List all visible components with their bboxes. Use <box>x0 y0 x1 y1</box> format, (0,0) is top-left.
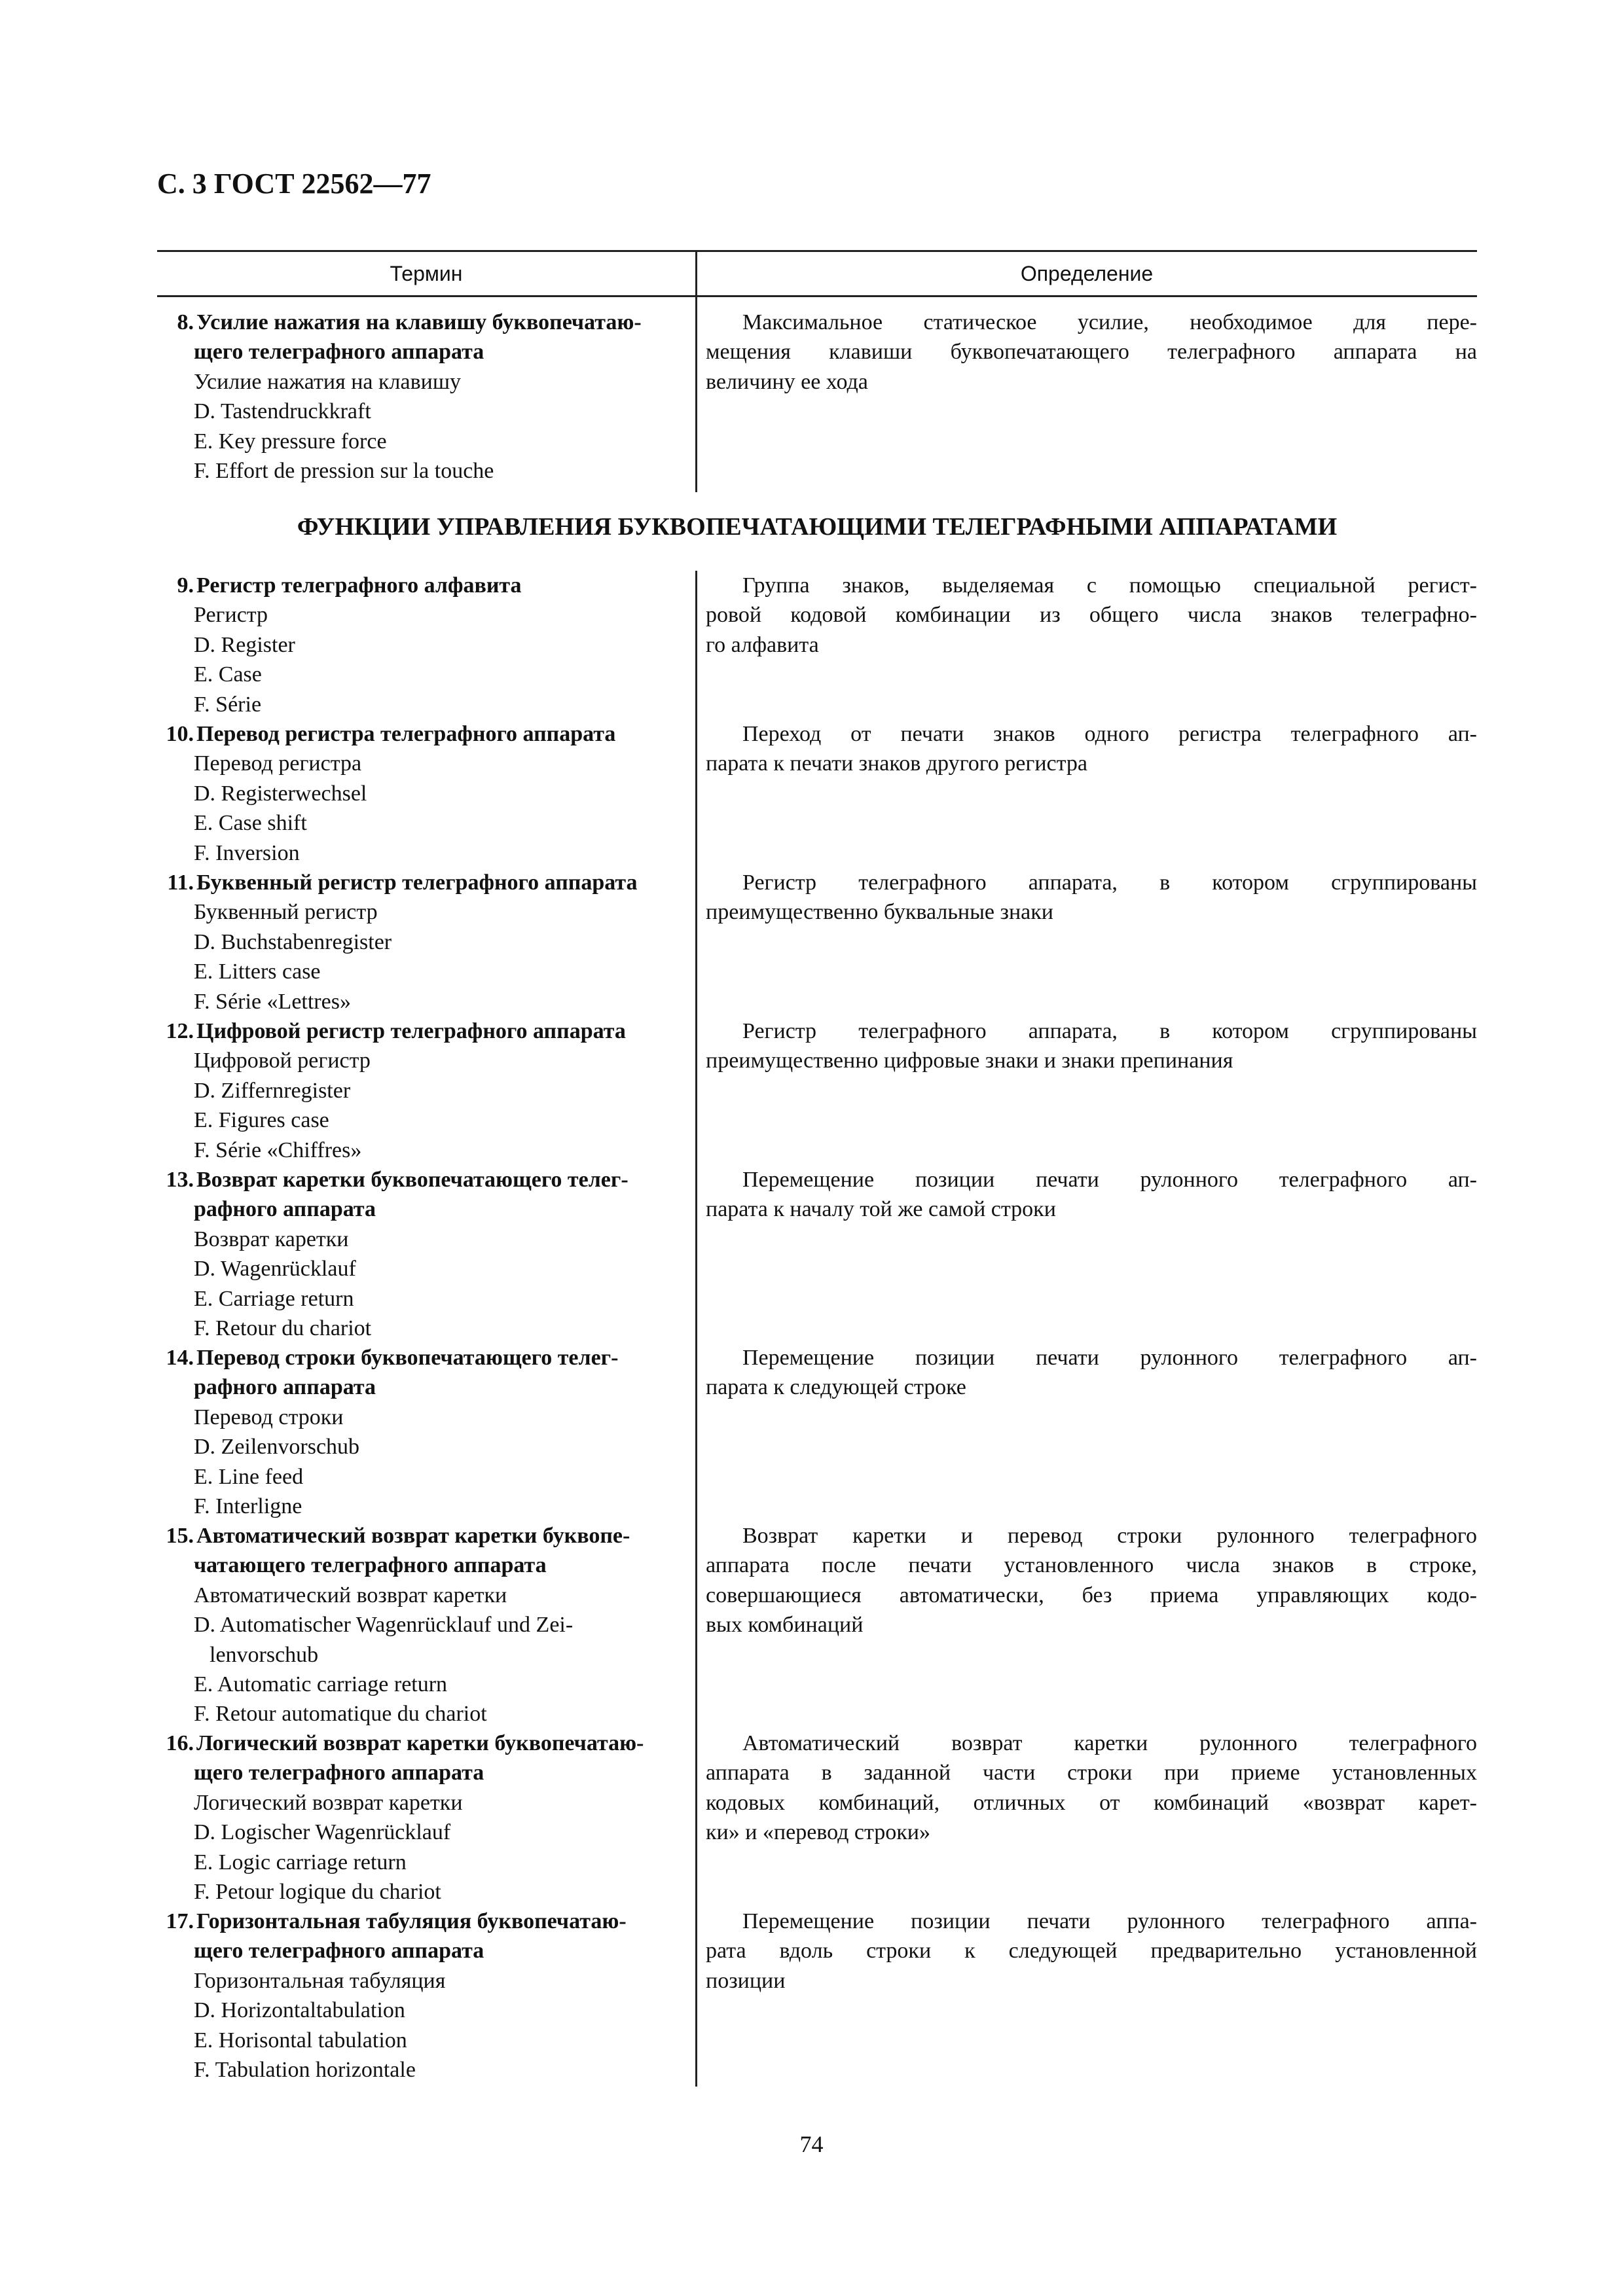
definition-column <box>706 1165 1477 1225</box>
definition-column <box>706 868 1477 927</box>
definition-column <box>706 571 1477 660</box>
definition-line: аппарата в заданной части строки при приеме установленных <box>706 1761 1477 1785</box>
definition-column <box>706 719 1477 779</box>
definition-line: совершающиеся автоматически, без приема управляющих кодо- <box>706 1583 1477 1607</box>
definition-line: парата к печати знаков другого регистра <box>706 751 1087 776</box>
term-synonym: Регистр <box>194 603 268 628</box>
term-foreign-en: E. Carriage return <box>194 1286 354 1311</box>
term-synonym: Перевод регистра <box>194 751 362 776</box>
term-column <box>157 1343 686 1521</box>
definition-line: Автоматический возврат каретки рулонного телеграфного <box>742 1731 1477 1755</box>
term-synonym: Возврат каретки <box>194 1227 349 1251</box>
definition-line: парата к следующей строке <box>706 1375 966 1400</box>
table-header <box>157 250 1477 297</box>
definition-line: вых комбинаций <box>706 1613 864 1638</box>
term-title: рафного аппарата <box>194 1375 376 1400</box>
entry-number: 9. <box>177 573 194 598</box>
entry-number: 13. <box>166 1168 194 1192</box>
definition-line: го алфавита <box>706 632 819 657</box>
term-title: чатающего телеграфного аппарата <box>194 1553 547 1578</box>
definition-column <box>706 1343 1477 1403</box>
term-foreign-fr: F. Retour automatique du chariot <box>194 1702 487 1727</box>
term-foreign-en: E. Horisontal tabulation <box>194 2028 407 2053</box>
term-foreign-de: D. Tastendruckkraft <box>194 399 371 424</box>
definition-line: Максимальное статическое усилие, необходимое для пере- <box>742 310 1477 334</box>
term-foreign-en: E. Line feed <box>194 1464 304 1489</box>
definition-line: рата вдоль строки к следующей предварительно установленной <box>706 1939 1477 1964</box>
term-foreign-de: D. Automatischer Wagenrücklauf und Zei- <box>194 1613 574 1638</box>
term-foreign-fr: F. Retour du chariot <box>194 1316 372 1341</box>
definition-line: Перемещение позиции печати рулонного телеграфного ап- <box>742 1346 1477 1370</box>
term-foreign-fr: F. Inversion <box>194 840 300 865</box>
column-divider <box>695 250 697 492</box>
term-column <box>157 868 686 1016</box>
column-divider <box>695 571 697 2087</box>
term-synonym: Буквенный регистр <box>194 900 378 925</box>
term-foreign-de-continued: lenvorschub <box>210 1642 319 1667</box>
entry-number: 10. <box>166 722 194 746</box>
entry-number: 17. <box>166 1909 194 1933</box>
term-foreign-fr: F. Série <box>194 692 262 717</box>
term-title: щего телеграфного аппарата <box>194 1761 484 1785</box>
definition-line: позиции <box>706 1968 786 1993</box>
page-header: С. 3 ГОСТ 22562—77 <box>157 168 431 200</box>
definition-line: преимущественно буквальные знаки <box>706 900 1053 925</box>
entry-number: 16. <box>166 1731 194 1755</box>
entry-number: 15. <box>166 1524 194 1548</box>
definition-column <box>706 1521 1477 1640</box>
definition-column <box>706 1729 1477 1848</box>
term-synonym: Логический возврат каретки <box>194 1790 463 1815</box>
term-synonym: Усилие нажатия на клавишу <box>194 369 461 394</box>
term-title: Усилие нажатия на клавишу буквопечатаю- <box>196 310 642 334</box>
definition-line: кодовых комбинаций, отличных от комбинаций «возврат карет- <box>706 1790 1477 1815</box>
definition-line: преимущественно цифровые знаки и знаки препинания <box>706 1049 1233 1073</box>
definition-line: ровой кодовой комбинации из общего числа знаков телеграфно- <box>706 603 1477 628</box>
term-title: Цифровой регистр телеграфного аппарата <box>196 1019 626 1043</box>
term-column <box>157 308 686 486</box>
definition-line: мещения клавиши буквопечатающего телеграфного аппарата на <box>706 340 1477 365</box>
term-column <box>157 1165 686 1343</box>
term-synonym: Перевод строки <box>194 1405 344 1429</box>
term-foreign-de: D. Registerwechsel <box>194 781 367 806</box>
term-foreign-en: E. Case shift <box>194 811 307 836</box>
column-header-definition: Определение <box>1020 262 1154 285</box>
term-foreign-en: E. Litters case <box>194 960 321 984</box>
term-title: рафного аппарата <box>194 1197 376 1222</box>
term-title: Возврат каретки буквопечатающего телег- <box>196 1168 629 1192</box>
term-foreign-en: E. Automatic carriage return <box>194 1672 448 1697</box>
term-foreign-de: D. Register <box>194 632 295 657</box>
term-column <box>157 1729 686 1907</box>
entry-number: 12. <box>166 1019 194 1043</box>
definition-line: аппарата после печати установленного числа знаков в строке, <box>706 1553 1477 1578</box>
definition-line: Перемещение позиции печати рулонного телеграфного аппа- <box>742 1909 1477 1933</box>
term-title: Автоматический возврат каретки буквопе- <box>196 1524 630 1548</box>
term-title: Буквенный регистр телеграфного аппарата <box>196 870 638 895</box>
term-synonym: Цифровой регистр <box>194 1049 371 1073</box>
definition-line: Перемещение позиции печати рулонного телеграфного ап- <box>742 1168 1477 1192</box>
definition-line: ки» и «перевод строки» <box>706 1820 931 1845</box>
term-synonym: Автоматический возврат каретки <box>194 1583 507 1607</box>
definition-line: Переход от печати знаков одного регистра телеграфного ап- <box>742 722 1477 746</box>
definition-column <box>706 1907 1477 1996</box>
term-column <box>157 571 686 719</box>
entry-number: 11. <box>167 870 194 895</box>
term-foreign-fr: F. Interligne <box>194 1494 302 1519</box>
section-title: ФУНКЦИИ УПРАВЛЕНИЯ БУКВОПЕЧАТАЮЩИМИ ТЕЛЕГРАФНЫМИ АППАРАТАМИ <box>297 513 1338 541</box>
term-title: Перевод строки буквопечатающего телег- <box>196 1346 619 1370</box>
page-number: 74 <box>799 2131 824 2157</box>
term-foreign-fr: F. Effort de pression sur la touche <box>194 459 494 484</box>
term-foreign-en: E. Key pressure force <box>194 429 387 454</box>
term-column <box>157 1907 686 2085</box>
definition-line: парата к началу той же самой строки <box>706 1197 1056 1222</box>
definition-line: Регистр телеграфного аппарата, в котором сгруппированы <box>742 870 1477 895</box>
term-foreign-fr: F. Série «Lettres» <box>194 989 351 1014</box>
term-foreign-de: D. Horizontaltabulation <box>194 1998 405 2023</box>
term-foreign-fr: F. Tabulation horizontale <box>194 2058 416 2083</box>
term-title: Перевод регистра телеграфного аппарата <box>196 722 616 746</box>
definition-line: Возврат каретки и перевод строки рулонного телеграфного <box>742 1524 1477 1548</box>
term-title: щего телеграфного аппарата <box>194 1939 484 1964</box>
term-foreign-fr: F. Petour logique du chariot <box>194 1880 441 1905</box>
term-foreign-en: E. Logic carriage return <box>194 1850 407 1874</box>
term-foreign-de: D. Ziffernregister <box>194 1078 351 1103</box>
term-column <box>157 719 686 868</box>
term-title: щего телеграфного аппарата <box>194 340 484 365</box>
definition-line: величину ее хода <box>706 369 868 394</box>
definition-column <box>706 308 1477 397</box>
term-column <box>157 1016 686 1165</box>
entry-number: 14. <box>166 1346 194 1370</box>
term-foreign-de: D. Buchstabenregister <box>194 929 392 954</box>
column-header-term: Термин <box>390 262 463 285</box>
term-foreign-en: E. Figures case <box>194 1108 329 1133</box>
term-title: Логический возврат каретки буквопечатаю- <box>196 1731 644 1755</box>
term-title: Регистр телеграфного алфавита <box>196 573 522 598</box>
definition-line: Группа знаков, выделяемая с помощью специальной регист- <box>742 573 1477 598</box>
definition-column <box>706 1016 1477 1076</box>
entry-number: 8. <box>177 310 194 334</box>
term-foreign-de: D. Zeilenvorschub <box>194 1435 360 1460</box>
term-foreign-de: D. Wagenrücklauf <box>194 1257 356 1282</box>
term-title: Горизонтальная табуляция буквопечатаю- <box>196 1909 627 1933</box>
term-synonym: Горизонтальная табуляция <box>194 1968 446 1993</box>
term-foreign-de: D. Logischer Wagenrücklauf <box>194 1820 451 1845</box>
term-foreign-fr: F. Série «Chiffres» <box>194 1138 362 1162</box>
definition-line: Регистр телеграфного аппарата, в котором сгруппированы <box>742 1019 1477 1043</box>
term-column <box>157 1521 686 1729</box>
term-foreign-en: E. Case <box>194 662 262 687</box>
